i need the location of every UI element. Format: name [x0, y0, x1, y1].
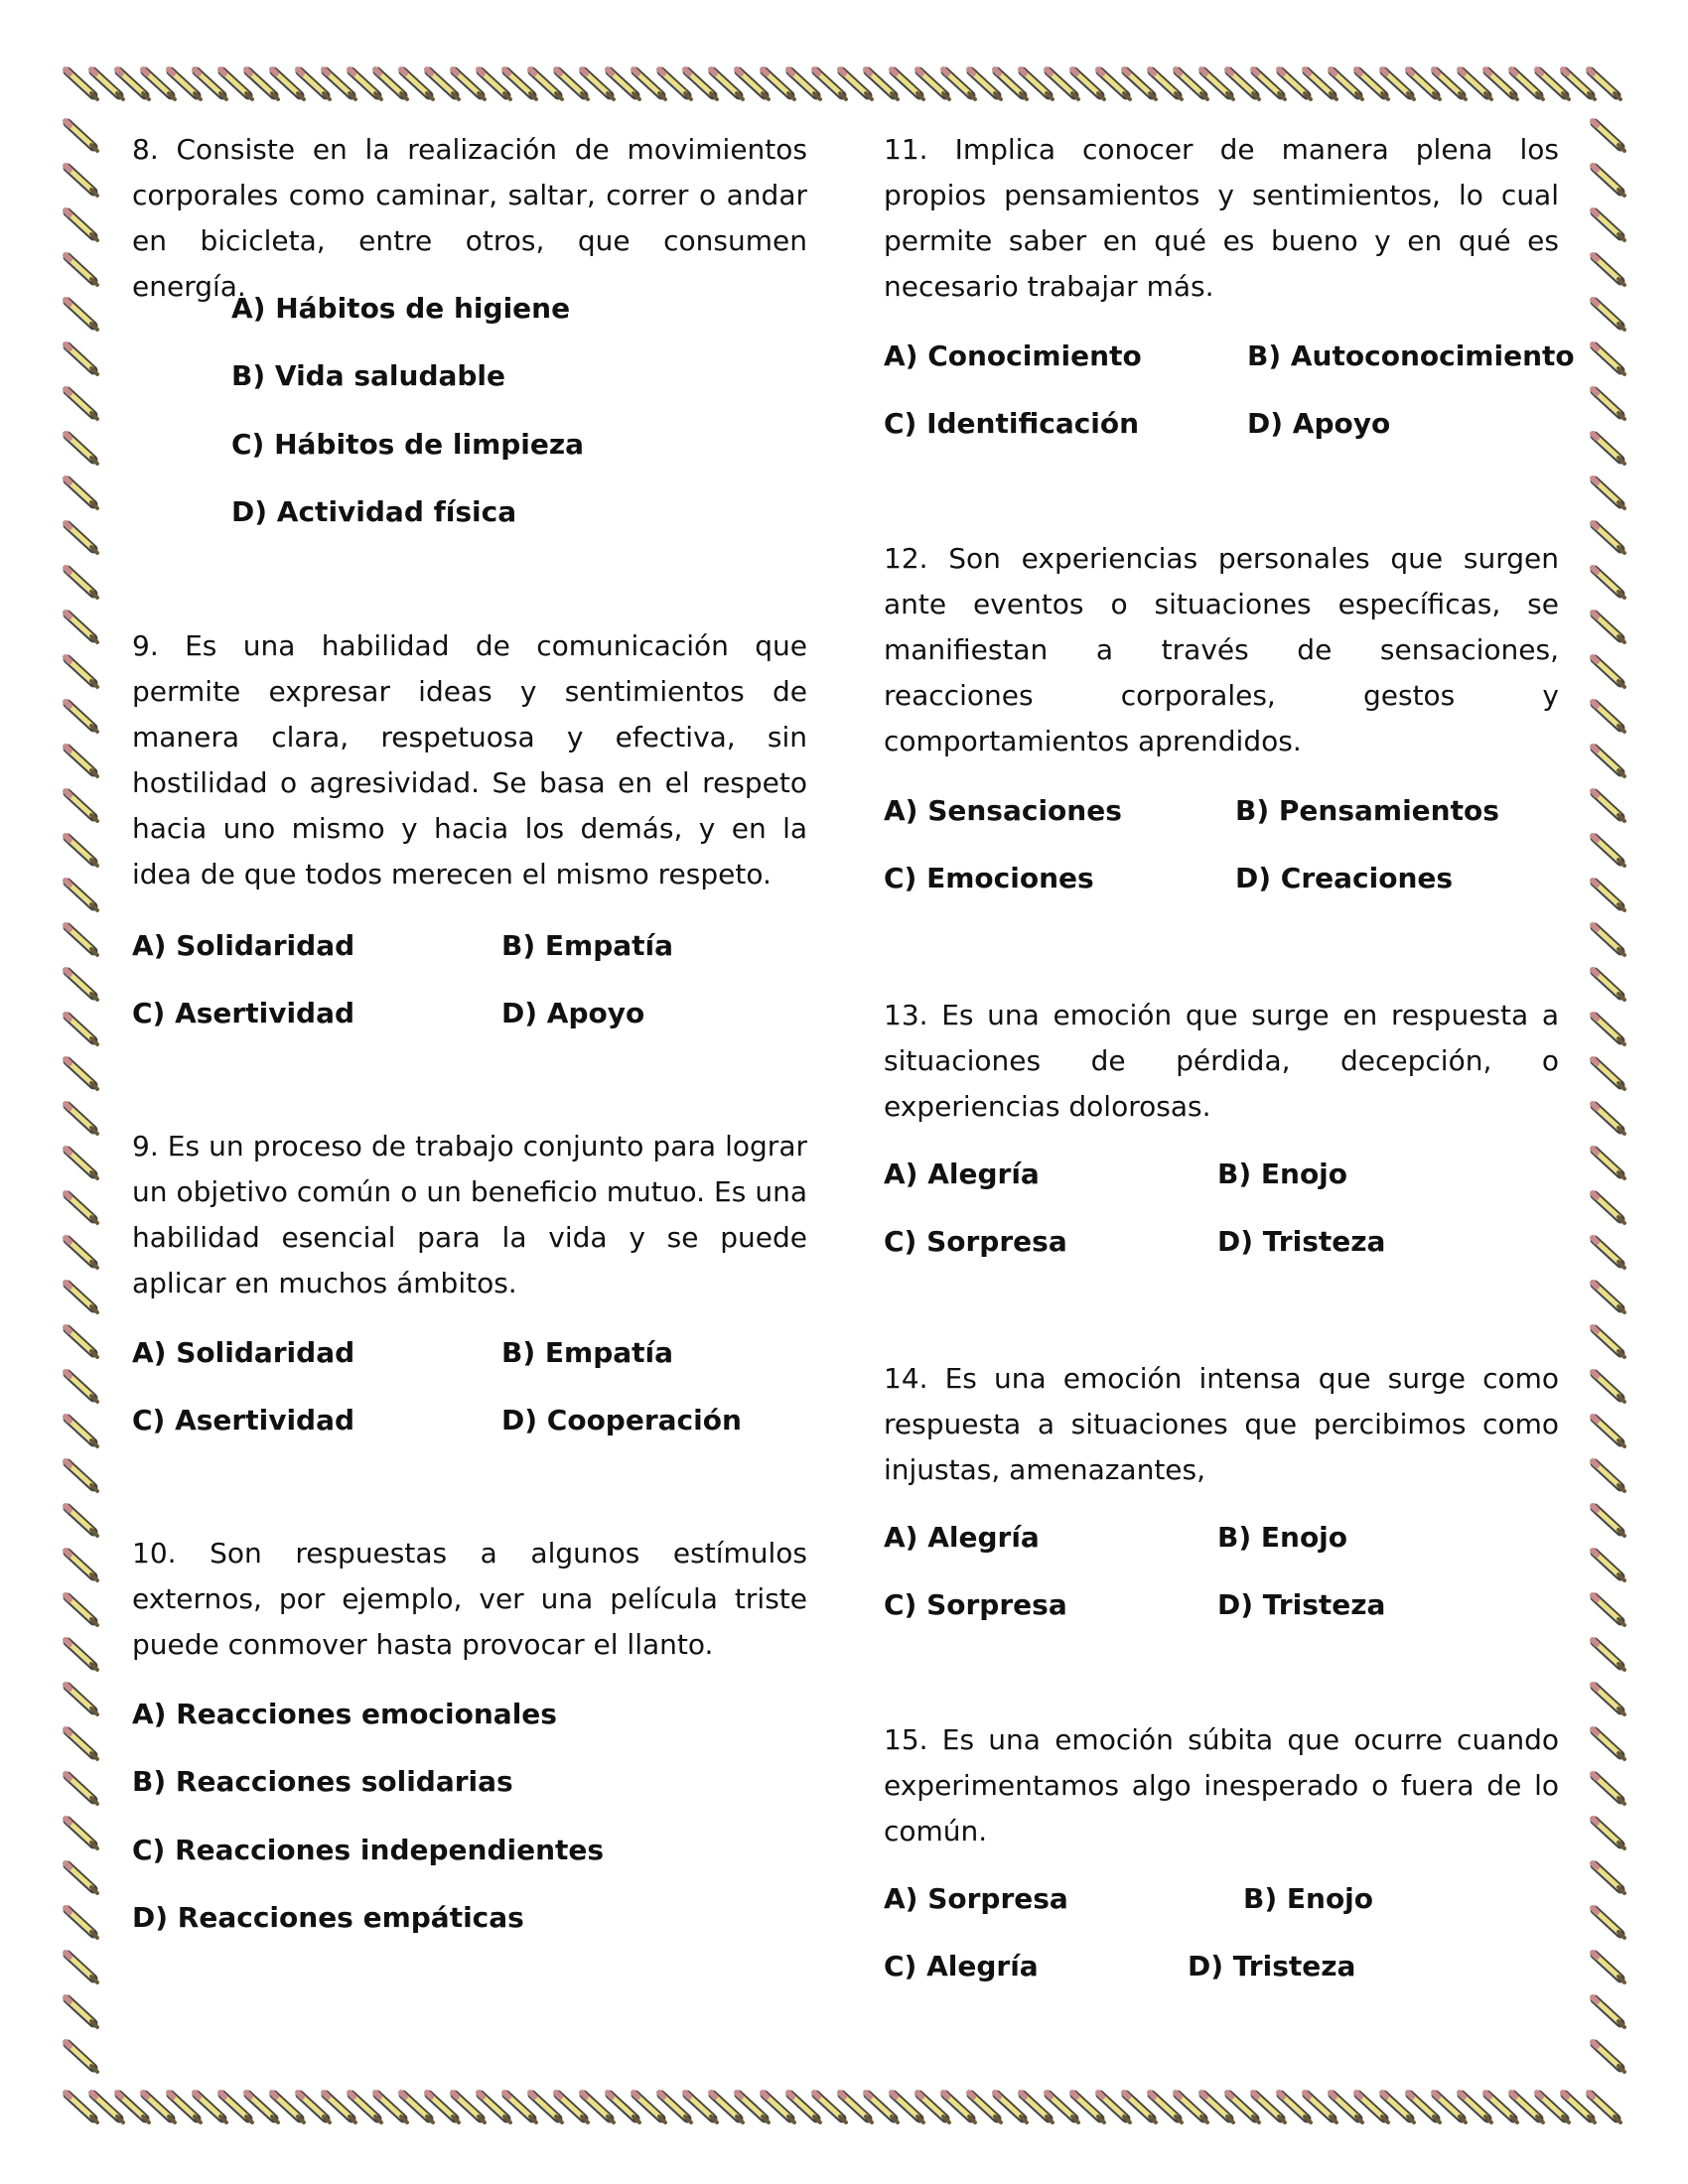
question-9a-option-d[interactable]: D) Apoyo [501, 997, 645, 1029]
question-15-option-c[interactable]: C) Alegría [884, 1950, 1039, 1982]
pencil-border-icon [1593, 344, 1624, 374]
pencil-border-icon [66, 1283, 97, 1312]
question-8-option-d[interactable]: D) Actividad física [231, 495, 517, 528]
question-12-option-a[interactable]: A) Sensaciones [884, 794, 1122, 827]
question-8-option-b[interactable]: B) Vida saludable [231, 359, 506, 392]
pencil-border-icon [1593, 210, 1624, 240]
pencil-border-icon [1593, 1327, 1624, 1357]
question-10-option-a[interactable]: A) Reacciones emocionales [132, 1698, 557, 1730]
pencil-border-icon [1593, 613, 1624, 642]
question-12-option-c[interactable]: C) Emociones [884, 862, 1094, 894]
pencil-border-icon [1593, 1193, 1624, 1223]
pencil-border-icon [66, 1819, 97, 1848]
question-13-text: 13. Es una emoción que surge en respuesta a situaciones de pérdida, decepción, o experiencias dolorosas. [884, 999, 1559, 1123]
pencil-border-icon [66, 1015, 97, 1044]
pencil-border-icon [1593, 925, 1624, 955]
question-12-option-d[interactable]: D) Creaciones [1235, 862, 1454, 894]
pencil-border-icon [66, 2042, 97, 2072]
pencil-border-icon [1593, 1506, 1624, 1536]
question-11 [884, 127, 1575, 536]
pencil-border-icon [66, 1685, 97, 1714]
question-15-option-b[interactable]: B) Enojo [1243, 1882, 1374, 1915]
pencil-border-icon [66, 925, 97, 955]
pencil-border-icon [66, 747, 97, 776]
pencil-border-icon [66, 881, 97, 910]
pencil-border-icon [1593, 970, 1624, 1000]
pencil-border-icon [66, 1640, 97, 1670]
pencil-border-icon [1593, 747, 1624, 776]
pencil-border-icon [1593, 166, 1624, 196]
pencil-border-icon [1593, 1059, 1624, 1089]
question-9b-option-c[interactable]: C) Asertividad [132, 1404, 355, 1436]
pencil-border-icon [1593, 1283, 1624, 1312]
pencil-border-icon [1593, 478, 1624, 508]
pencil-border-icon [1593, 791, 1624, 821]
question-14-option-a[interactable]: A) Alegría [884, 1521, 1040, 1554]
right-column [884, 127, 1575, 2015]
pencil-border-icon [1593, 1551, 1624, 1580]
question-15-option-d[interactable]: D) Tristeza [1188, 1950, 1356, 1982]
pencil-border-icon [66, 1417, 97, 1446]
pencil-border-icon [1593, 1104, 1624, 1134]
question-9a-option-c[interactable]: C) Asertividad [132, 997, 355, 1029]
pencil-border-icon [66, 1729, 97, 1759]
pencil-border-icon [1593, 1953, 1624, 1982]
pencil-border-icon [66, 836, 97, 866]
question-13 [884, 993, 1559, 1356]
pencil-border-icon [66, 1774, 97, 1804]
pencil-border-icon [1593, 836, 1624, 866]
pencil-border-icon [66, 613, 97, 642]
pencil-border-icon [1593, 389, 1624, 419]
pencil-border-icon [1593, 881, 1624, 910]
question-12-text: 12. Son experiencias personales que surgen ante eventos o situaciones específicas, se manifiestan a través de sensaciones, reacciones corporales, gestos y comportamientos aprendidos. [884, 542, 1559, 757]
pencil-border-icon [66, 1863, 97, 1893]
question-13-option-d[interactable]: D) Tristeza [1217, 1225, 1386, 1258]
pencil-border-icon [1593, 1461, 1624, 1491]
pencil-border-icon [66, 702, 97, 732]
question-10 [132, 1531, 807, 1968]
pencil-border-icon [1593, 300, 1624, 330]
question-13-option-a[interactable]: A) Alegría [884, 1158, 1040, 1190]
question-10-option-c[interactable]: C) Reacciones independientes [132, 1834, 605, 1866]
pencil-border-icon [1593, 523, 1624, 553]
question-12 [884, 536, 1559, 993]
pencil-border-icon [1593, 434, 1624, 464]
pencil-border-icon [66, 1149, 97, 1178]
question-11-option-c[interactable]: C) Identificación [884, 407, 1140, 440]
question-9b-option-b[interactable]: B) Empatía [501, 1336, 674, 1369]
question-11-option-b[interactable]: B) Autoconocimiento [1247, 340, 1575, 372]
question-9b-option-d[interactable]: D) Cooperación [501, 1404, 742, 1436]
question-9b-option-a[interactable]: A) Solidaridad [132, 1336, 355, 1369]
pencil-border-icon [66, 166, 97, 196]
question-13-option-b[interactable]: B) Enojo [1217, 1158, 1348, 1190]
question-11-text: 11. Implica conocer de manera plena los propios pensamientos y sentimientos, lo cual permite saber en qué es bueno y en qué es necesario trabajar más. [884, 133, 1559, 303]
question-10-text: 10. Son respuestas a algunos estímulos externos, por ejemplo, ver una película triste puede conmover hasta provocar el llanto. [132, 1537, 807, 1661]
pencil-border-icon [66, 1997, 97, 2027]
question-14-text: 14. Es una emoción intensa que surge como respuesta a situaciones que percibimos como injustas, amenazantes, [884, 1362, 1559, 1486]
pencil-border-icon [66, 568, 97, 598]
question-9a-option-b[interactable]: B) Empatía [501, 929, 674, 962]
pencil-border-icon [66, 478, 97, 508]
question-14-option-d[interactable]: D) Tristeza [1217, 1588, 1386, 1621]
pencil-border-icon [1593, 1774, 1624, 1804]
pencil-border-icon [66, 1461, 97, 1491]
question-10-option-b[interactable]: B) Reacciones solidarias [132, 1765, 513, 1798]
pencil-border-icon [1593, 1685, 1624, 1714]
pencil-border-icon [66, 1908, 97, 1938]
question-9a [132, 623, 807, 1124]
pencil-border-icon [1593, 1729, 1624, 1759]
pencil-border-icon [1593, 1372, 1624, 1402]
question-14-option-c[interactable]: C) Sorpresa [884, 1588, 1067, 1621]
pencil-border-icon [66, 300, 97, 330]
pencil-border-icon [66, 121, 97, 151]
pencil-border-icon [1593, 1819, 1624, 1848]
question-15 [884, 1717, 1559, 2015]
question-10-option-d[interactable]: D) Reacciones empáticas [132, 1901, 524, 1934]
pencil-border-icon [1593, 568, 1624, 598]
pencil-border-icon [1593, 1595, 1624, 1625]
pencil-border-icon [66, 1193, 97, 1223]
pencil-border-icon [66, 1104, 97, 1134]
pencil-border-icon [66, 1327, 97, 1357]
question-15-option-a[interactable]: A) Sorpresa [884, 1882, 1068, 1915]
pencil-border-icon [1593, 1238, 1624, 1268]
question-11-option-a[interactable]: A) Conocimiento [884, 340, 1142, 372]
pencil-border-icon [66, 1372, 97, 1402]
pencil-border-icon [1593, 657, 1624, 687]
question-9a-text: 9. Es una habilidad de comunicación que permite expresar ideas y sentimientos de manera clara, respetuosa y efectiva, sin hostilidad o agresividad. Se basa en el respeto hacia uno mismo y hacia los demás, y en la idea de que todos merecen el mismo respeto. [132, 629, 807, 890]
question-14 [884, 1356, 1559, 1717]
question-8-text: 8. Consiste en la realización de movimientos corporales como caminar, saltar, correr o andar en bicicleta, entre otros, que consumen energía. [132, 133, 807, 303]
pencil-border-icon [1593, 1908, 1624, 1938]
pencil-border-icon [66, 1953, 97, 1982]
pencil-border-icon [1593, 121, 1624, 151]
pencil-border-icon [1593, 2042, 1624, 2072]
pencil-border-icon [66, 434, 97, 464]
left-column [132, 127, 807, 1968]
question-15-text: 15. Es una emoción súbita que ocurre cuando experimentamos algo inesperado o fuera de lo común. [884, 1723, 1559, 1847]
question-14-option-b[interactable]: B) Enojo [1217, 1521, 1348, 1554]
question-9a-option-a[interactable]: A) Solidaridad [132, 929, 355, 962]
question-8-option-c[interactable]: C) Hábitos de limpieza [231, 428, 585, 461]
question-8 [132, 127, 807, 623]
pencil-border-icon [66, 657, 97, 687]
pencil-border-icon [1593, 1997, 1624, 2027]
pencil-border-icon [66, 970, 97, 1000]
question-13-option-c[interactable]: C) Sorpresa [884, 1225, 1067, 1258]
pencil-border-icon [66, 1595, 97, 1625]
pencil-border-icon [66, 1059, 97, 1089]
pencil-border-icon [66, 210, 97, 240]
pencil-border-icon [1593, 1863, 1624, 1893]
question-9b [132, 1124, 807, 1531]
pencil-border-icon [1593, 1640, 1624, 1670]
pencil-border-icon [66, 1506, 97, 1536]
pencil-border-icon [1593, 1015, 1624, 1044]
question-8-option-a[interactable]: A) Hábitos de higiene [231, 292, 571, 325]
pencil-border-icon [66, 523, 97, 553]
question-9b-text: 9. Es un proceso de trabajo conjunto para lograr un objetivo común o un beneficio mutuo. Es una habilidad esencial para la vida y se puede aplicar en muchos ámbitos. [132, 1130, 807, 1299]
pencil-border-icon [66, 389, 97, 419]
pencil-border-icon [66, 255, 97, 285]
pencil-border-icon [1593, 1149, 1624, 1178]
pencil-border-icon [66, 1238, 97, 1268]
pencil-border-icon [66, 791, 97, 821]
pencil-border-icon [1593, 702, 1624, 732]
pencil-border-icon [66, 344, 97, 374]
question-12-option-b[interactable]: B) Pensamientos [1235, 794, 1499, 827]
pencil-border-icon [1593, 1417, 1624, 1446]
pencil-border-icon [66, 1551, 97, 1580]
pencil-border-icon [1593, 255, 1624, 285]
question-11-option-d[interactable]: D) Apoyo [1247, 407, 1391, 440]
